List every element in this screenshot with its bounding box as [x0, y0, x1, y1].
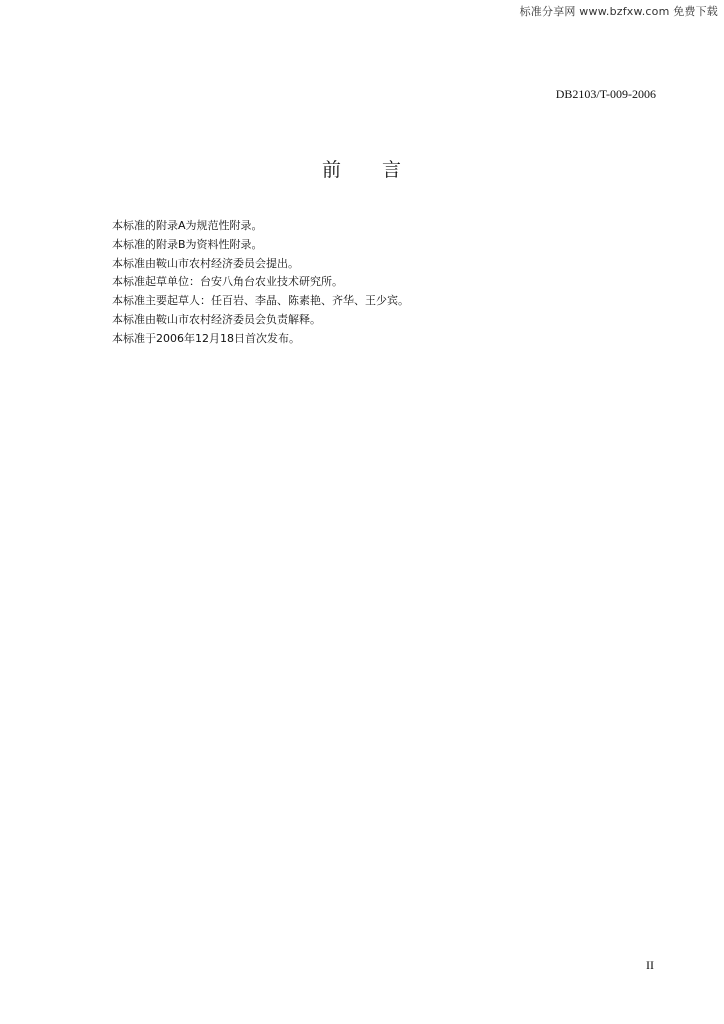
section-title: [0, 155, 724, 182]
foreword-line: 本标准于2006年12月18日首次发布。: [112, 331, 300, 345]
watermark-text: 标准分享网 www.bzfxw.com 免费下载: [519, 5, 718, 18]
section-title-char-1: 前: [321, 159, 342, 181]
foreword-line: 本标准起草单位：台安八角台农业技术研究所。: [112, 275, 343, 289]
document-code: DB2103/T-009-2006: [555, 87, 656, 101]
page-number: II: [646, 958, 654, 972]
section-title-char-2: 言: [382, 159, 403, 181]
foreword-body: [112, 217, 672, 349]
foreword-line: 本标准由鞍山市农村经济委员会负责解释。: [112, 312, 321, 326]
foreword-line: 本标准的附录B为资料性附录。: [112, 237, 263, 251]
foreword-line: 本标准主要起草人：任百岩、李晶、陈素艳、齐华、王少宾。: [112, 294, 409, 308]
foreword-line: 本标准的附录A为规范性附录。: [112, 219, 263, 232]
foreword-line: 本标准由鞍山市农村经济委员会提出。: [112, 256, 299, 270]
